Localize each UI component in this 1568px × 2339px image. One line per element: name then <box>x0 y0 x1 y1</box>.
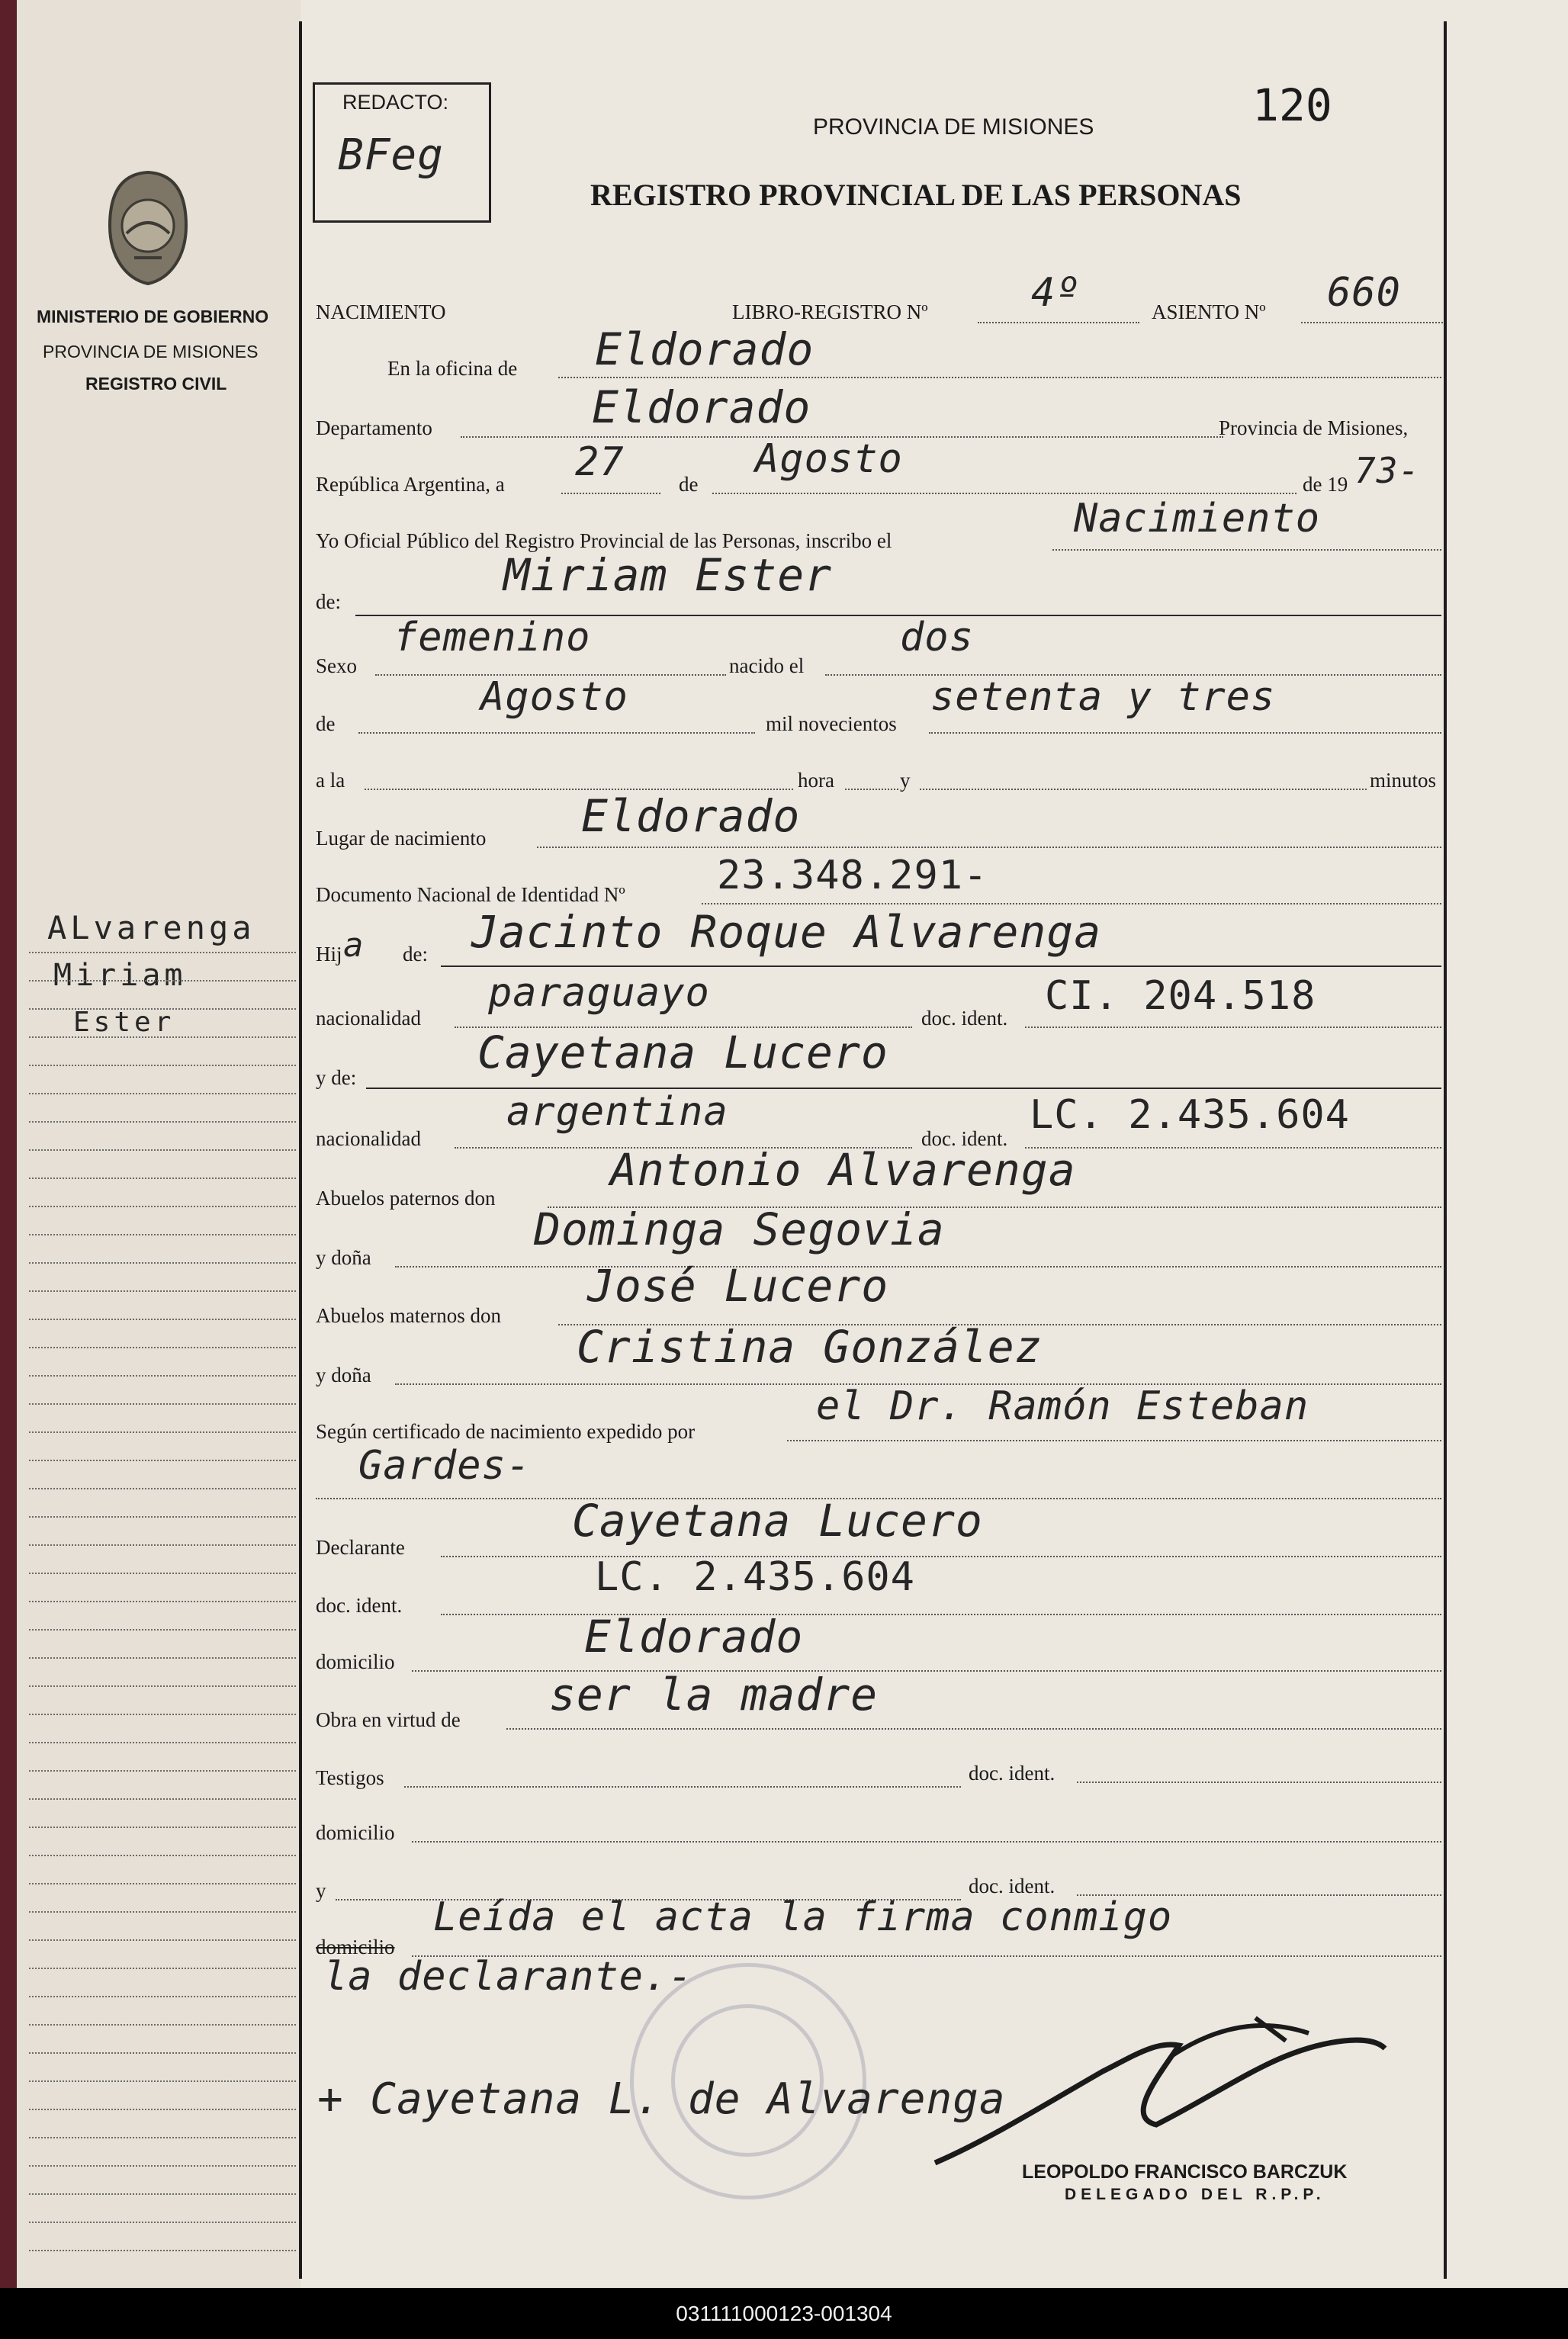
declarante-label: Declarante <box>316 1536 405 1559</box>
margin-rule-line <box>29 1347 296 1348</box>
province-header: PROVINCIA DE MISIONES <box>813 114 1094 140</box>
testigos-doc-dots <box>1077 1782 1441 1783</box>
testigos-domicilio-dots <box>412 1841 1441 1843</box>
testigos-y-label: y <box>316 1879 326 1902</box>
margin-rule-line <box>29 1149 296 1151</box>
libro-dots <box>978 322 1139 323</box>
abuela-pat-label: y doña <box>316 1246 371 1269</box>
mil-dots <box>929 732 1441 734</box>
asiento-dots <box>1301 322 1443 323</box>
abuelos-maternos-label: Abuelos maternos don <box>316 1304 501 1327</box>
testigos-y-doc-label: doc. ident. <box>969 1875 1056 1897</box>
margin-rule-line <box>29 1093 296 1094</box>
padre-doc-value: CI. 204.518 <box>1045 973 1316 1019</box>
ministry-line-3: REGISTRO CIVIL <box>85 374 227 394</box>
scan-caption: 031111000123-001304 <box>0 2288 1568 2339</box>
margin-note-middle-name: Ester <box>73 1007 175 1038</box>
lugar-label: Lugar de nacimiento <box>316 827 487 850</box>
segun-label: Según certificado de nacimiento expedido por <box>316 1420 696 1443</box>
obra-dots <box>506 1728 1441 1730</box>
ministry-line-2: PROVINCIA DE MISIONES <box>43 342 259 361</box>
declarante-signature: + Cayetana L. de Alvarenga <box>317 2074 1006 2124</box>
year-value: 73- <box>1354 450 1421 491</box>
obra-label: Obra en virtud de <box>316 1708 461 1731</box>
margin-rule-line <box>29 1516 296 1518</box>
testigos-dots <box>404 1786 961 1788</box>
mil-value: setenta y tres <box>930 674 1276 720</box>
a-la-label: a la <box>316 769 345 792</box>
dia-value: 27 <box>575 439 625 485</box>
redacto-initials: BFeg <box>338 130 444 180</box>
margin-rule-line <box>29 1855 296 1856</box>
hija-letter: a <box>343 926 365 965</box>
abuelo-pat-value: Antonio Alvarenga <box>610 1144 1076 1196</box>
domicilio-struck-label: domicilio <box>316 1936 395 1958</box>
madre-nacionalidad-label: nacionalidad <box>316 1127 421 1150</box>
margin-rule-line <box>29 1883 296 1884</box>
margin-rule-line <box>29 2250 296 2251</box>
madre-value: Cayetana Lucero <box>477 1027 888 1078</box>
record-type-label: NACIMIENTO <box>316 300 446 323</box>
doc-ident-label: doc. ident. <box>316 1594 403 1617</box>
departamento-label: Departamento <box>316 416 432 439</box>
mes-value: Agosto <box>755 436 903 482</box>
dni-dots <box>702 903 1441 904</box>
mes-dots <box>712 493 1296 494</box>
minutos-label: minutos <box>1370 769 1437 792</box>
inscribo-value: Nacimiento <box>1074 496 1321 541</box>
margin-note-surname: ALvarenga <box>47 909 255 946</box>
margin-rule-line <box>29 1827 296 1828</box>
declarante-value: Cayetana Lucero <box>572 1495 983 1547</box>
hora-label: hora <box>798 769 834 792</box>
margin-rule-line <box>29 2109 296 2110</box>
hija-suffix: de: <box>403 943 428 965</box>
provincia-suffix: Provincia de Misiones, <box>1219 416 1409 439</box>
margin-rule-line <box>29 1657 296 1659</box>
segun-dots <box>787 1440 1441 1441</box>
redacto-label: REDACTO: <box>342 91 449 114</box>
margin-rule-line <box>29 1262 296 1264</box>
asiento-label: ASIENTO Nº <box>1152 300 1266 323</box>
mes2-value: Agosto <box>480 674 628 720</box>
padre-underline <box>441 965 1441 967</box>
margin-rule-line <box>29 1544 296 1546</box>
margin-rule-line <box>29 1996 296 1997</box>
madre-doc-value: LC. 2.435.604 <box>1030 1092 1350 1138</box>
republica-label: República Argentina, a <box>316 473 505 496</box>
obra-value: ser la madre <box>549 1669 879 1721</box>
page-number: 120 <box>1252 79 1332 131</box>
sexo-value: femenino <box>394 615 591 660</box>
left-border-line <box>299 21 302 2279</box>
registry-header: REGISTRO PROVINCIAL DE LAS PERSONAS <box>590 178 1242 212</box>
leida-value-2: la declarante.- <box>323 1954 693 2000</box>
sexo-label: Sexo <box>316 654 357 677</box>
margin-rule-line <box>29 1968 296 1969</box>
margin-rule-line <box>29 1742 296 1743</box>
margin-rule-line <box>29 1206 296 1207</box>
ministry-line-1: MINISTERIO DE GOBIERNO <box>37 307 269 326</box>
doc-ident-value: LC. 2.435.604 <box>595 1554 915 1600</box>
official-title: DELEGADO DEL R.P.P. <box>1065 2186 1325 2203</box>
name-value: Miriam Ester <box>503 549 833 601</box>
abuela-mat-label: y doña <box>316 1364 371 1386</box>
redacto-box <box>313 82 491 223</box>
minutos-dots <box>920 789 1367 790</box>
margin-rule-line <box>29 1939 296 1941</box>
padre-value: Jacinto Roque Alvarenga <box>471 906 1102 958</box>
lugar-value: Eldorado <box>581 790 801 842</box>
testigos-label: Testigos <box>316 1766 384 1789</box>
abuelos-paternos-label: Abuelos paternos don <box>316 1187 496 1210</box>
abuela-mat-value: Cristina González <box>577 1321 1043 1373</box>
padre-nac-value: paraguayo <box>488 970 710 1016</box>
padre-nacionalidad-label: nacionalidad <box>316 1007 421 1030</box>
margin-rule-line <box>29 1290 296 1292</box>
margin-rule-line <box>29 1065 296 1066</box>
margin-rule-line <box>29 1319 296 1320</box>
margin-rule-line <box>29 1629 296 1631</box>
coat-of-arms-icon <box>101 166 195 288</box>
departamento-value: Eldorado <box>592 381 811 433</box>
margin-rule-line <box>29 1714 296 1715</box>
oficina-dots <box>558 377 1441 378</box>
margin-rule-line <box>29 1121 296 1123</box>
official-name: LEOPOLDO FRANCISCO BARCZUK <box>1022 2161 1348 2183</box>
right-border-line <box>1444 21 1447 2279</box>
margin-rule-line <box>29 2024 296 2026</box>
oficina-value: Eldorado <box>595 323 815 375</box>
de2-label: de <box>316 712 336 735</box>
hija-prefix: Hij <box>316 943 342 965</box>
margin-rule-line <box>29 2137 296 2138</box>
declarante-dots <box>441 1556 1441 1557</box>
hora-y-dots <box>845 789 898 790</box>
abuelo-mat-value: José Lucero <box>587 1260 889 1312</box>
margin-rule-line <box>29 980 296 982</box>
domicilio-label: domicilio <box>316 1650 395 1673</box>
de-year-label: de 19 <box>1303 473 1348 496</box>
margin-rule-line <box>29 1911 296 1913</box>
margin-rule-line <box>29 1488 296 1489</box>
padre-doc-dots <box>1025 1027 1441 1028</box>
madre-doc-label: doc. ident. <box>921 1127 1008 1150</box>
oficina-label: En la oficina de <box>387 357 518 380</box>
testigos-doc-label: doc. ident. <box>969 1762 1056 1785</box>
margin-rule-line <box>29 2165 296 2167</box>
libro-value: 4º <box>1031 270 1081 316</box>
yo-oficial-label: Yo Oficial Público del Registro Provincial de las Personas, inscribo el <box>316 529 892 552</box>
y-de-label: y de: <box>316 1066 357 1089</box>
de-label: de <box>679 473 699 496</box>
margin-note-first-name: Miriam <box>53 958 187 993</box>
margin-rule-line <box>29 1178 296 1179</box>
asiento-value: 660 <box>1327 270 1401 316</box>
lugar-dots <box>537 847 1441 848</box>
inscribo-dots <box>1052 549 1441 551</box>
margin-rule-line <box>29 1403 296 1405</box>
margin-rule-line <box>29 1770 296 1772</box>
margin-rule-line <box>29 1601 296 1602</box>
segun-value-2: Gardes- <box>358 1443 532 1489</box>
margin-rule-line <box>29 2052 296 2054</box>
margin-rule-line <box>29 2193 296 2195</box>
mil-label: mil novecientos <box>766 712 897 735</box>
margin-rule-line <box>29 1431 296 1433</box>
margin-rule-line <box>29 2080 296 2082</box>
mes2-dots <box>358 732 755 734</box>
book-binding <box>0 0 17 2288</box>
y-label: y <box>900 769 911 792</box>
margin-rule-line <box>29 2222 296 2223</box>
padre-doc-label: doc. ident. <box>921 1007 1008 1030</box>
margin-rule-line <box>29 1036 296 1038</box>
margin-rule-line <box>29 1573 296 1574</box>
leida-value: Leída el acta la firma conmigo <box>433 1894 1173 1940</box>
domicilio-value: Eldorado <box>584 1611 804 1663</box>
dia-dots <box>561 493 660 494</box>
nacido-value: dos <box>900 615 974 660</box>
madre-nac-value: argentina <box>506 1089 728 1135</box>
testigos-domicilio-label: domicilio <box>316 1821 395 1844</box>
dni-value: 23.348.291- <box>717 853 988 898</box>
margin-rule-line <box>29 1685 296 1687</box>
official-signature-icon <box>927 2010 1400 2178</box>
abuela-pat-dots <box>395 1266 1441 1267</box>
margin-rule-line <box>29 1375 296 1377</box>
margin-rule-line <box>29 952 296 953</box>
libro-label: LIBRO-REGISTRO Nº <box>732 300 928 323</box>
abuela-pat-value: Dominga Segovia <box>534 1203 945 1255</box>
de-name-label: de: <box>316 590 341 613</box>
segun-value: el Dr. Ramón Esteban <box>816 1383 1309 1429</box>
nacido-label: nacido el <box>729 654 805 677</box>
margin-rule-line <box>29 1798 296 1800</box>
madre-doc-dots <box>1025 1147 1441 1149</box>
margin-rule-line <box>29 1234 296 1235</box>
margin-rule-line <box>29 1460 296 1461</box>
margin-rule-line <box>29 1008 296 1010</box>
dni-label: Documento Nacional de Identidad Nº <box>316 883 625 906</box>
